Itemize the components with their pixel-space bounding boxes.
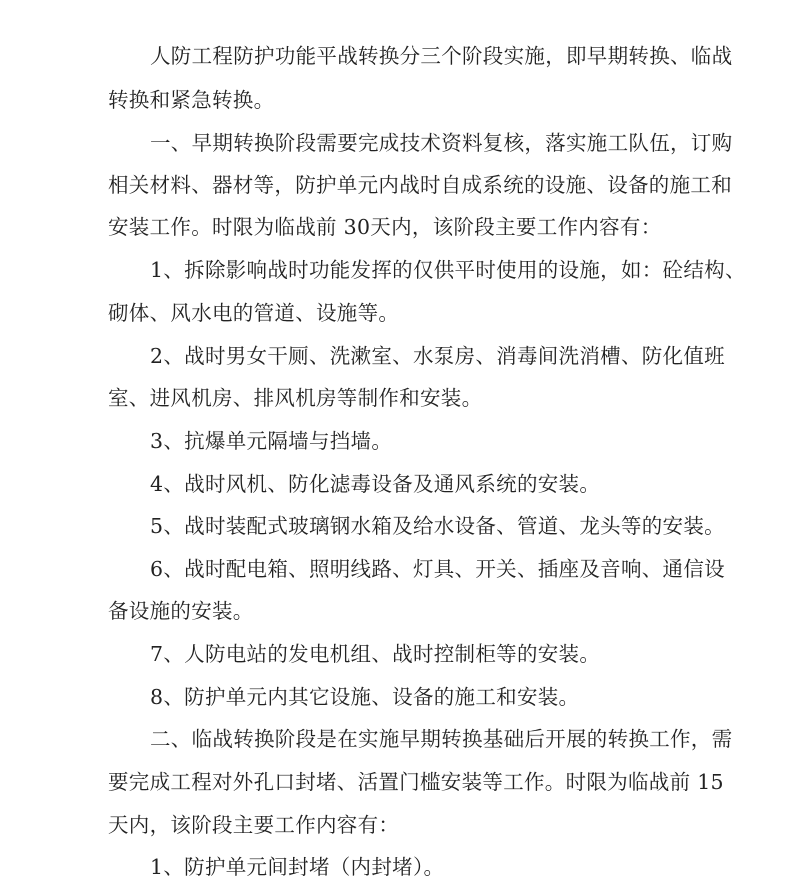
list-item-line: 备设施的安装。 xyxy=(108,599,254,623)
list-item-line: 1、拆除影响战时功能发挥的仅供平时使用的设施，如：砼结构、 xyxy=(150,258,746,282)
paragraph-line: 二、临战转换阶段是在实施早期转换基础后开展的转换工作，需 xyxy=(150,727,733,751)
list-item-line: 6、战时配电箱、照明线路、灯具、开关、插座及音响、通信设 xyxy=(150,557,725,581)
list-item-line: 8、防护单元内其它设施、设备的施工和安装。 xyxy=(150,685,580,709)
list-item-line: 3、抗爆单元隔墙与挡墙。 xyxy=(150,429,393,453)
list-item-line: 砌体、风水电的管道、设施等。 xyxy=(108,301,400,325)
list-item-line: 1、防护单元间封堵（内封堵）。 xyxy=(150,855,445,879)
paragraph-line: 人防工程防护功能平战转换分三个阶段实施，即早期转换、临战 xyxy=(150,44,733,68)
list-item-line: 7、人防电站的发电机组、战时控制柜等的安装。 xyxy=(150,642,601,666)
list-item-line: 2、战时男女干厕、洗漱室、水泵房、消毒间洗消槽、防化值班 xyxy=(150,344,725,368)
list-item-line: 5、战时装配式玻璃钢水箱及给水设备、管道、龙头等的安装。 xyxy=(150,514,725,538)
paragraph-line: 要完成工程对外孔口封堵、活置门槛安装等工作。时限为临战前 15 xyxy=(108,770,724,794)
paragraph-line: 一、早期转换阶段需要完成技术资料复核，落实施工队伍，订购 xyxy=(150,131,733,155)
paragraph-line: 相关材料、器材等，防护单元内战时自成系统的设施、设备的施工和 xyxy=(108,173,732,197)
paragraph-line: 转换和紧急转换。 xyxy=(108,88,275,112)
list-item-line: 4、战时风机、防化滤毒设备及通风系统的安装。 xyxy=(150,472,601,496)
list-item-line: 室、进风机房、排风机房等制作和安装。 xyxy=(108,386,483,410)
paragraph-line: 天内，该阶段主要工作内容有： xyxy=(108,813,400,837)
paragraph-line: 安装工作。时限为临战前 30天内，该阶段主要工作内容有： xyxy=(108,215,662,239)
